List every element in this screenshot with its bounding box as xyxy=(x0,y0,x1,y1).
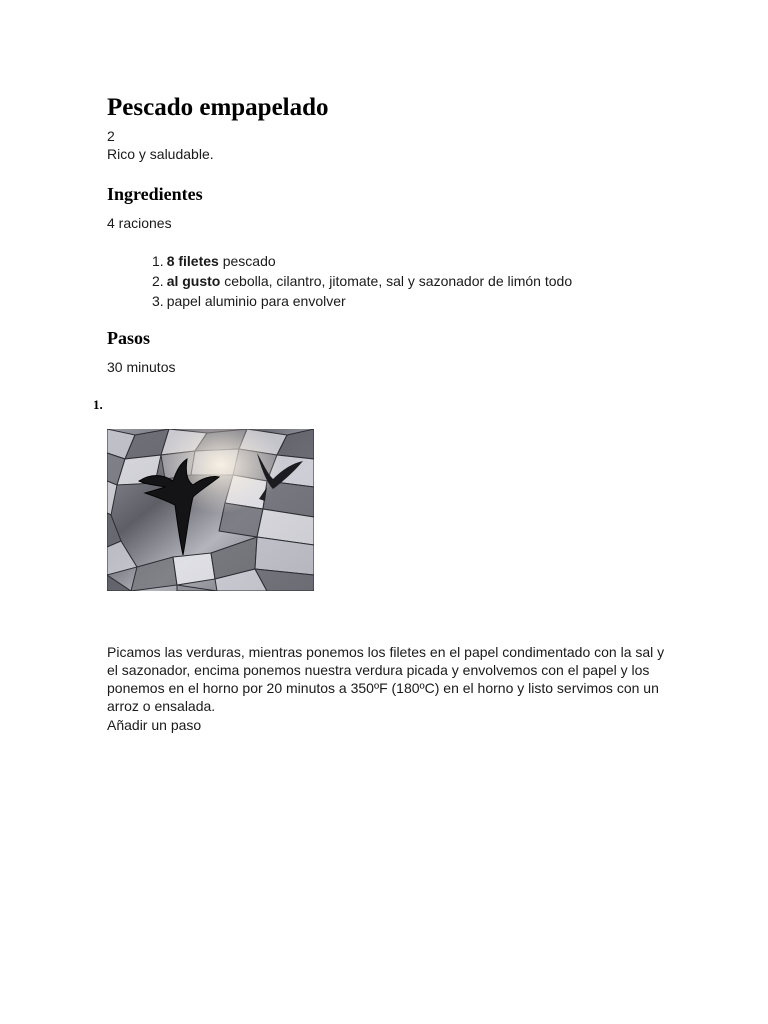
ingredient-text: cebolla, cilantro, jitomate, sal y sazonador de limón todo xyxy=(220,273,573,289)
ingredient-quantity: al gusto xyxy=(166,273,221,289)
ingredient-number: 2. xyxy=(152,273,164,289)
ingredient-item xyxy=(152,271,572,291)
ingredient-text: pescado xyxy=(218,253,276,269)
ingredient-item xyxy=(152,291,572,311)
steps-heading: Pasos xyxy=(107,328,151,348)
step-photo xyxy=(107,429,314,591)
ingredient-text: papel aluminio para envolver xyxy=(166,293,346,309)
ingredients-heading: Ingredientes xyxy=(107,184,203,204)
ingredient-number: 3. xyxy=(152,293,164,309)
ingredient-number: 1. xyxy=(152,253,164,269)
foil-wrapped-fish-photo-icon xyxy=(107,429,314,591)
portions-text: 4 raciones xyxy=(107,215,172,231)
step-text: Picamos las verduras, mientras ponemos los filetes en el papel condimentado con la sal y el sazonador, encima ponemos nuestra verdura picada y envolvemos con el papel y los ponemos en el horno por 20 minutos a 350ºF (180ºC) en el horno y listo servimos con un arroz o ensalada. xyxy=(107,644,665,714)
servings-count: 2 xyxy=(107,128,115,144)
ingredients-list xyxy=(152,251,572,311)
ingredient-quantity: 8 filetes xyxy=(166,253,219,269)
step-number: 1. xyxy=(93,397,103,412)
add-step-link[interactable]: Añadir un paso xyxy=(107,717,202,733)
ingredient-item xyxy=(152,251,572,271)
recipe-description: Rico y saludable. xyxy=(107,146,214,162)
recipe-title: Pescado empapelado xyxy=(107,94,329,121)
steps-duration: 30 minutos xyxy=(107,359,176,375)
